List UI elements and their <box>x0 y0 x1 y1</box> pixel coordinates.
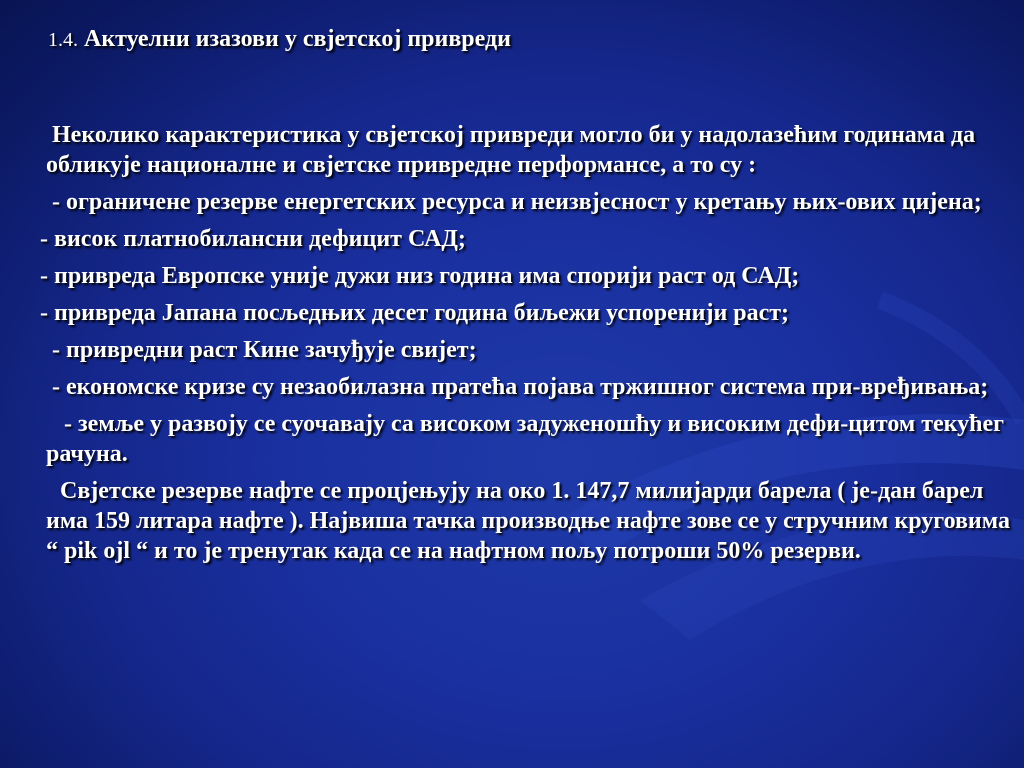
paragraph-bullet-energy: - ограничене резерве енергетских ресурса и неизвјесност у кретању њих-ових цијена; <box>52 189 982 215</box>
title-text: Актуелни изазови у свјетској привреди <box>84 26 511 52</box>
paragraph-bullet-china: - привредни раст Кине зачуђује свијет; <box>52 337 477 363</box>
paragraph-intro: Неколико карактеристика у свјетској привреди могло би у надолазећим годинама да обликује националне и свјетске привредне перформансе, а то су : <box>46 122 976 178</box>
title-number: 1.4. <box>48 29 78 51</box>
paragraph-bullet-usa-deficit: - висок платнобилансни дефицит САД; <box>40 226 466 252</box>
paragraph-bullet-japan: - привреда Јапана посљедњих десет година биљежи успоренији раст; <box>40 300 790 326</box>
paragraph-bullet-crises: - економске кризе су незаобилазна пратећа појава тржишног система при-врeђивања; <box>52 374 989 400</box>
slide-body <box>40 120 1016 573</box>
paragraph-oil-reserves: Свјетске резерве нафте се процјењују на око 1. 147,7 милијарди барела ( је-дан барел има 159 литара нафте ). Највиша тачка производње нафте зове се у стручним круговима “ pik ojl “ и то је тренутак када се на нафтном пољу потроши 50% резерви. <box>46 478 1010 564</box>
paragraph-bullet-developing: - земље у развоју се суочавају са високом задуженошћу и високим дефи-цитом текућег рачуна. <box>46 411 1005 467</box>
paragraph-bullet-eu: - привреда Европске уније дужи низ година има спорији раст од САД; <box>40 263 800 289</box>
slide-title <box>48 26 511 53</box>
